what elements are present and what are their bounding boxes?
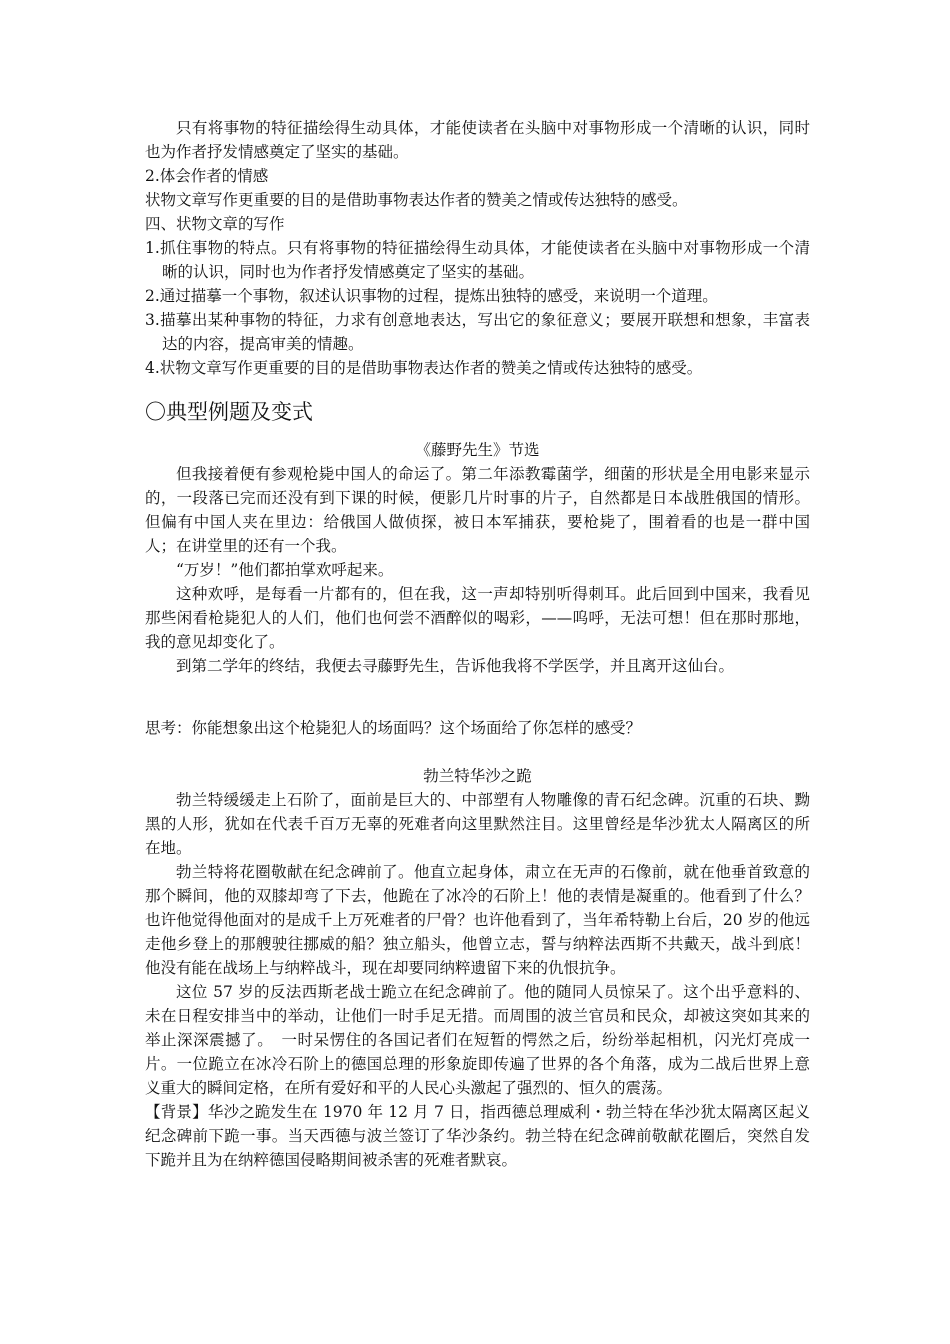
- examples-heading: 〇典型例题及变式: [145, 400, 313, 424]
- intro-paragraph-2: 状物文章写作更重要的目的是借助事物表达作者的赞美之情或传达独特的感受。: [145, 191, 688, 209]
- text2-title: 勃兰特华沙之跪: [423, 767, 532, 785]
- subheading-feelings: 2.体会作者的情感: [145, 167, 269, 185]
- background-note: 【背景】华沙之跪发生在 1970 年 12 月 7 日，指西德总理威利・勃兰特在华沙犹太隔离区起义纪念碑前下跪一事。当天西德与波兰签订了华沙条约。勃兰特在纪念碑前敬献花圈后，突然自发下跪并且为在纳粹德国侵略期间被杀害的死难者默哀。: [145, 1103, 810, 1169]
- text1-paragraph: 到第二学年的终结，我便去寻藤野先生，告诉他我将不学医学，并且离开这仙台。: [176, 657, 735, 675]
- text1-section: [145, 438, 810, 678]
- list-item: 1.抓住事物的特点。只有将事物的特征描绘得生动具体，才能使读者在头脑中对事物形成一个清晰的认识，同时也为作者抒发情感奠定了坚实的基础。: [145, 239, 810, 281]
- section-heading-writing: 四、状物文章的写作: [145, 215, 285, 233]
- text1-title: 《藤野先生》节选: [415, 441, 540, 459]
- intro-paragraph: 只有将事物的特征描绘得生动具体，才能使读者在头脑中对事物形成一个清晰的认识，同时也为作者抒发情感奠定了坚实的基础。: [145, 119, 810, 161]
- text2-paragraph: 勃兰特缓缓走上石阶了，面前是巨大的、中部塑有人物雕像的青石纪念碑。沉重的石块、黝黑的人形，犹如在代表千百万无辜的死难者向这里默然注目。这里曾经是华沙犹太人隔离区的所在地。: [145, 791, 810, 857]
- text1-paragraph: 这种欢呼，是每看一片都有的，但在我，这一声却特别听得刺耳。此后回到中国来，我看见那些闲看枪毙犯人的人们，他们也何尝不酒醉似的喝彩，——呜呼，无法可想！但在那时那地，我的意见却变化了。: [145, 585, 810, 651]
- intro-section: [145, 116, 810, 380]
- text1-paragraph: 但我接着便有参观枪毙中国人的命运了。第二年添教霉菌学，细菌的形状是全用电影来显示的，一段落已完而还没有到下课的时候，便影几片时事的片子，自然都是日本战胜俄国的情形。但偏有中国人夹在里边：给俄国人做侦探，被日本军捕获，要枪毙了，围着看的也是一群中国人；在讲堂里的还有一个我。: [145, 465, 810, 555]
- text2-paragraph: 勃兰特将花圈敬献在纪念碑前了。他直立起身体，肃立在无声的石像前，就在他垂首致意的那个瞬间，他的双膝却弯了下去，他跪在了冰冷的石阶上！他的表情是凝重的。他看到了什么？也许他觉得他面对的是成千上万死难者的尸骨？也许他看到了，当年希特勒上台后，20 岁的他远走他乡登上的那艘驶往挪威的船？独立船头，他曾立志，誓与纳粹法西斯不共戴天，战斗到底！他没有能在战场上与纳粹战斗，现在却要同纳粹遗留下来的仇恨抗争。: [145, 863, 810, 977]
- text2-paragraph: 这位 57 岁的反法西斯老战士跪立在纪念碑前了。他的随同人员惊呆了。这个出乎意料的、未在日程安排当中的举动，让他们一时手足无措。而周围的波兰官员和民众，却被这突如其来的举止深深震撼了。 一时呆愣住的各国记者们在短暂的愕然之后，纷纷举起相机，闪光灯亮成一片。一位跪立在冰冷石阶上的德国总理的形象旋即传遍了世界的各个角落，成为二战后世界上意义重大的瞬间定格，在所有爱好和平的人民心头激起了强烈的、恒久的震荡。: [145, 983, 810, 1097]
- question: 思考：你能想象出这个枪毙犯人的场面吗？这个场面给了你怎样的感受？: [145, 719, 642, 737]
- text1-paragraph: “万岁！”他们都拍掌欢呼起来。: [176, 561, 394, 579]
- list-item: 3.描摹出某种事物的特征，力求有创意地表达，写出它的象征意义；要展开联想和想象，丰富表达的内容，提高审美的情趣。: [145, 311, 810, 353]
- list-item: 2.通过描摹一个事物，叙述认识事物的过程，提炼出独特的感受，来说明一个道理。: [145, 287, 718, 305]
- text2-section: [145, 764, 810, 1172]
- list-item: 4.状物文章写作更重要的目的是借助事物表达作者的赞美之情或传达独特的感受。: [145, 359, 703, 377]
